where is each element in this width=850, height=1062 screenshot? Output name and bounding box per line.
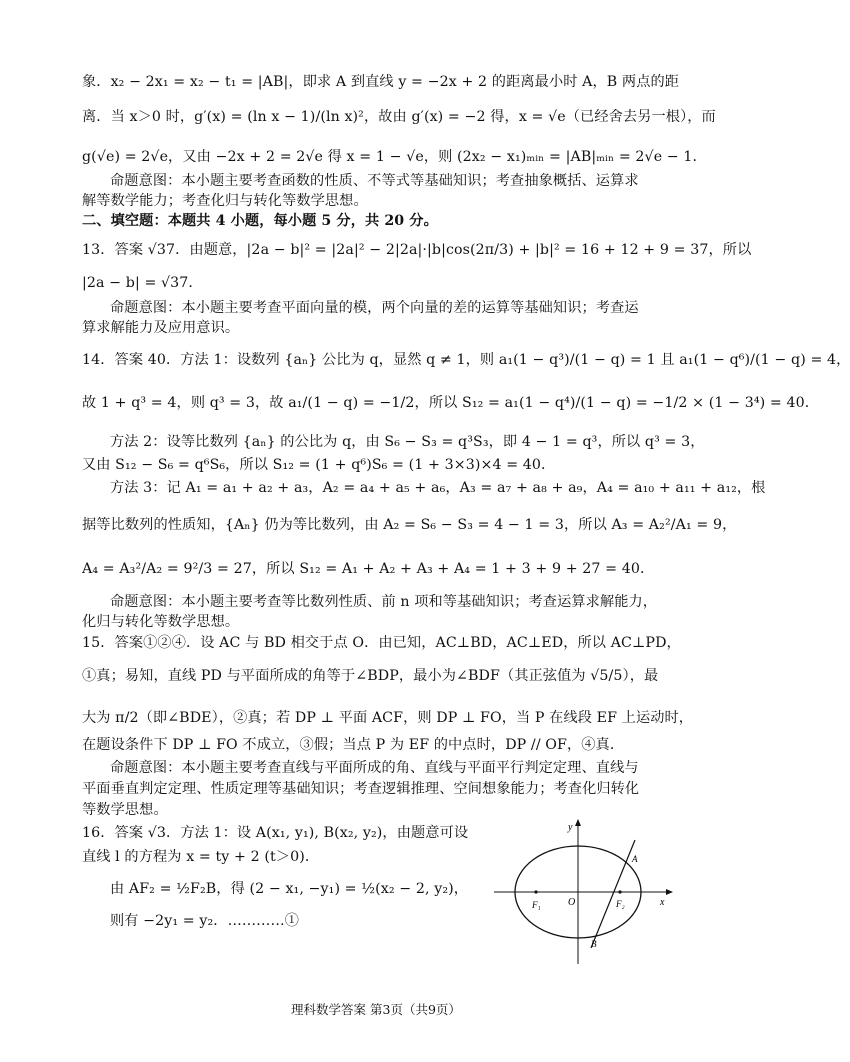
line-l xyxy=(591,840,635,948)
focus-f1-point xyxy=(534,890,537,893)
label-f2: F₂ xyxy=(616,899,625,909)
y-axis-arrow xyxy=(575,819,581,826)
text-line: 由 AF₂ = ½F₂B，得 (2 − x₁, −y₁) = ½(x₂ − 2, y₂)， xyxy=(110,881,469,897)
text-line: 命题意图：本小题主要考查函数的性质、不等式等基础知识；考查抽象概括、运算求 xyxy=(110,173,639,189)
label-origin: O xyxy=(568,897,576,908)
text-line: 15．答案①②④．设 AC 与 BD 相交于点 O．由已知，AC⊥BD，AC⊥ED，所以 AC⊥PD， xyxy=(82,635,681,651)
text-line: 解等数学能力；考查化归与转化等数学思想。 xyxy=(82,193,368,209)
label-y: y xyxy=(568,822,573,833)
text-line: 方法 3：记 A₁ = a₁ + a₂ + a₃，A₂ = a₄ + a₅ + a₆，A₃ = a₇ + a₈ + a₉，A₄ = a₁₀ + a₁₁ + a₁₂，根 xyxy=(110,480,766,496)
text-line: 则有 −2y₁ = y₂．…………① xyxy=(110,913,300,929)
text-line: 平面垂直判定定理、性质定理等基础知识；考查逻辑推理、空间想象能力；考查化归转化 xyxy=(82,781,640,797)
x-axis-arrow xyxy=(666,889,673,895)
label-b: B xyxy=(591,939,597,949)
label-x: x xyxy=(660,897,665,908)
text-line: 故 1 + q³ = 4，则 q³ = 3，故 a₁/(1 − q) = −1/2，所以 S₁₂ = a₁(1 − q⁴)/(1 − q) = −1/2 × (1 − 3⁴) = 40． xyxy=(82,395,820,411)
text-line: 方法 2：设等比数列 {aₙ} 的公比为 q，由 S₆ − S₃ = q³S₃，即 4 − 1 = q³，所以 q³ = 3， xyxy=(110,434,705,450)
text-line: 又由 S₁₂ − S₆ = q⁶S₆，所以 S₁₂ = (1 + q⁶)S₆ = (1 + 3×3)×4 = 40． xyxy=(82,457,556,473)
text-line: 据等比数列的性质知，{Aₙ} 仍为等比数列，由 A₂ = S₆ − S₃ = 4 − 1 = 3，所以 A₃ = A₂²/A₁ = 9， xyxy=(82,517,737,533)
text-line: 在题设条件下 DP ⊥ FO 不成立，③假；当点 P 为 EF 的中点时，DP // OF，④真． xyxy=(82,737,625,753)
text-line: 16．答案 √3．方法 1：设 A(x₁, y₁), B(x₂, y₂)，由题意可设 xyxy=(82,825,469,841)
text-line: 等数学思想。 xyxy=(82,802,168,818)
text-line: 14．答案 40．方法 1：设数列 {aₙ} 公比为 q，显然 q ≠ 1，则 a₁(1 − q³)/(1 − q) = 1 且 a₁(1 − q⁶)/(1 − q) = 4， xyxy=(82,352,850,368)
focus-f2-point xyxy=(618,890,621,893)
text-line: 离．当 x＞0 时，g′(x) = (ln x − 1)/(ln x)²，故由 g′(x) = −2 得，x = √e（已经舍去另一根），而 xyxy=(82,109,716,125)
text-line: 二、填空题：本题共 4 小题，每小题 5 分，共 20 分。 xyxy=(82,213,438,229)
text-line: 直线 l 的方程为 x = ty + 2 (t＞0)． xyxy=(82,849,320,865)
text-line: 化归与转化等数学思想。 xyxy=(82,614,240,630)
page-footer: 理科数学答案 第3页（共9页） xyxy=(291,1002,461,1017)
text-line: 13．答案 √37．由题意，|2a − b|² = |2a|² − 2|2a|·|b|cos(2π/3) + |b|² = 16 + 12 + 9 = 37，所以 xyxy=(82,242,752,258)
label-f1: F₁ xyxy=(532,900,541,910)
ellipse-figure xyxy=(488,816,674,966)
text-line: ①真；易知，直线 PD 与平面所成的角等于∠BDP，最小为∠BDF（其正弦值为 √5/5），最 xyxy=(82,668,659,684)
text-line: A₄ = A₃²/A₂ = 9²/3 = 27，所以 S₁₂ = A₁ + A₂ + A₃ + A₄ = 1 + 3 + 9 + 27 = 40． xyxy=(82,561,655,577)
text-line: |2a − b| = √37． xyxy=(82,275,203,291)
text-line: g(√e) = 2√e，又由 −2x + 2 = 2√e 得 x = 1 − √e，则 (2x₂ − x₁)ₘᵢₙ = |AB|ₘᵢₙ = 2√e − 1． xyxy=(82,149,707,165)
text-line: 命题意图：本小题主要考查直线与平面所成的角、直线与平面平行判定定理、直线与 xyxy=(110,760,639,776)
text-line: 命题意图：本小题主要考查平面向量的模，两个向量的差的运算等基础知识；考查运 xyxy=(110,300,639,316)
text-line: 算求解能力及应用意识。 xyxy=(82,320,240,336)
text-line: 命题意图：本小题主要考查等比数列性质、前 n 项和等基础知识；考查运算求解能力， xyxy=(110,594,658,610)
text-line: 大为 π/2（即∠BDE），②真；若 DP ⊥ 平面 ACF，则 DP ⊥ FO，当 P 在线段 EF 上运动时， xyxy=(82,710,694,726)
text-line: 象．x₂ − 2x₁ = x₂ − t₁ = |AB|，即求 A 到直线 y = −2x + 2 的距离最小时 A，B 两点的距 xyxy=(82,74,680,90)
label-a: A xyxy=(632,854,638,864)
